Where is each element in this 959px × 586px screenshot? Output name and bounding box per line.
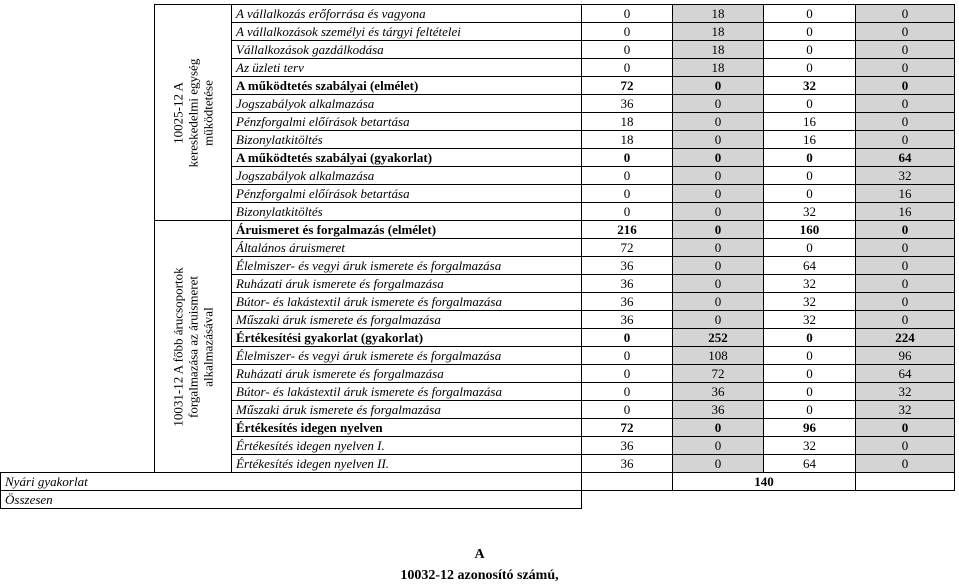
subject-name: Bizonylatkitöltés bbox=[232, 203, 582, 221]
hours-cell: 0 bbox=[673, 275, 764, 293]
hours-cell: 36 bbox=[582, 437, 673, 455]
subject-name: Pénzforgalmi előírások betartása bbox=[232, 185, 582, 203]
hours-cell: 36 bbox=[582, 455, 673, 473]
subject-name: Értékesítés idegen nyelven bbox=[232, 419, 582, 437]
hours-cell: 72 bbox=[582, 239, 673, 257]
hours-cell: 36 bbox=[582, 311, 673, 329]
hours-cell: 16 bbox=[764, 113, 856, 131]
subject-name: A vállalkozások személyi és tárgyi feltételei bbox=[232, 23, 582, 41]
hours-cell: 32 bbox=[764, 293, 856, 311]
hours-cell: 16 bbox=[856, 185, 955, 203]
subject-name: A vállalkozás erőforrása és vagyona bbox=[232, 5, 582, 23]
hours-cell: 0 bbox=[764, 239, 856, 257]
hours-cell: 72 bbox=[582, 419, 673, 437]
hours-cell: 0 bbox=[673, 455, 764, 473]
subject-name: Vállalkozások gazdálkodása bbox=[232, 41, 582, 59]
module-label bbox=[171, 267, 216, 426]
hours-cell: 0 bbox=[856, 293, 955, 311]
hours-cell: 18 bbox=[673, 5, 764, 23]
hours-cell: 0 bbox=[764, 185, 856, 203]
hours-cell: 18 bbox=[673, 41, 764, 59]
hours-cell: 108 bbox=[673, 347, 764, 365]
hours-cell: 0 bbox=[673, 113, 764, 131]
hours-cell: 0 bbox=[673, 203, 764, 221]
hours-cell: 0 bbox=[764, 347, 856, 365]
hours-cell: 0 bbox=[673, 185, 764, 203]
hours-cell: 0 bbox=[856, 131, 955, 149]
module-label-line: kereskedelmi egység bbox=[185, 58, 201, 167]
hours-cell: 0 bbox=[673, 149, 764, 167]
hours-cell: 252 bbox=[673, 329, 764, 347]
hours-cell: 0 bbox=[582, 401, 673, 419]
hours-cell: 0 bbox=[673, 131, 764, 149]
hours-cell: 0 bbox=[856, 77, 955, 95]
subject-name: Áruismeret és forgalmazás (elmélet) bbox=[232, 221, 582, 239]
hours-cell: 64 bbox=[856, 149, 955, 167]
table-body bbox=[1, 5, 955, 509]
hours-cell: 36 bbox=[582, 293, 673, 311]
subject-name: Értékesítés idegen nyelven I. bbox=[232, 437, 582, 455]
hours-cell: 0 bbox=[856, 311, 955, 329]
hours-cell: 0 bbox=[582, 59, 673, 77]
hours-cell: 0 bbox=[764, 383, 856, 401]
total-label: Összesen bbox=[1, 491, 582, 509]
hours-cell: 32 bbox=[856, 383, 955, 401]
subject-name: Bútor- és lakástextil áruk ismerete és forgalmazása bbox=[232, 383, 582, 401]
left-margin bbox=[1, 5, 155, 473]
module-label-line: 10031-12 A főbb árucsoportok bbox=[170, 266, 186, 427]
hours-cell: 0 bbox=[582, 167, 673, 185]
hours-cell: 96 bbox=[764, 419, 856, 437]
hours-cell: 0 bbox=[764, 365, 856, 383]
hours-cell: 0 bbox=[673, 167, 764, 185]
hours-cell: 36 bbox=[673, 383, 764, 401]
hours-cell: 0 bbox=[673, 419, 764, 437]
hours-cell: 160 bbox=[764, 221, 856, 239]
hours-cell: 216 bbox=[582, 221, 673, 239]
subject-name: Ruházati áruk ismerete és forgalmazása bbox=[232, 365, 582, 383]
module-label-line: forgalmazása az áruismeret bbox=[185, 275, 201, 418]
hours-cell: 0 bbox=[764, 167, 856, 185]
hours-cell: 0 bbox=[582, 149, 673, 167]
hours-cell: 32 bbox=[856, 401, 955, 419]
hours-cell: 36 bbox=[582, 257, 673, 275]
subject-name: Jogszabályok alkalmazása bbox=[232, 167, 582, 185]
hours-cell: 0 bbox=[673, 221, 764, 239]
summer-practice-label: Nyári gyakorlat bbox=[1, 473, 582, 491]
hours-cell: 36 bbox=[582, 95, 673, 113]
module-label-line: 10025-12 A bbox=[170, 81, 186, 144]
subject-name: Műszaki áruk ismerete és forgalmazása bbox=[232, 311, 582, 329]
hours-cell: 0 bbox=[856, 455, 955, 473]
hours-cell: 0 bbox=[673, 257, 764, 275]
hours-cell: 0 bbox=[582, 329, 673, 347]
hours-cell: 32 bbox=[764, 437, 856, 455]
hours-cell: 0 bbox=[582, 383, 673, 401]
hours-cell: 0 bbox=[582, 5, 673, 23]
subject-name: Ruházati áruk ismerete és forgalmazása bbox=[232, 275, 582, 293]
subject-name: Élelmiszer- és vegyi áruk ismerete és forgalmazása bbox=[232, 257, 582, 275]
hours-cell: 0 bbox=[856, 275, 955, 293]
module-label-cell bbox=[155, 221, 232, 473]
hours-cell: 0 bbox=[764, 41, 856, 59]
hours-cell: 0 bbox=[582, 23, 673, 41]
hours-cell: 36 bbox=[582, 275, 673, 293]
subject-name: Értékesítés idegen nyelven II. bbox=[232, 455, 582, 473]
module-label-line: működtetése bbox=[200, 79, 216, 146]
subject-name: Pénzforgalmi előírások betartása bbox=[232, 113, 582, 131]
subject-name: Általános áruismeret bbox=[232, 239, 582, 257]
hours-cell: 0 bbox=[764, 149, 856, 167]
hours-cell: 0 bbox=[856, 239, 955, 257]
module-label-line: alkalmazásával bbox=[200, 306, 216, 387]
hours-cell: 18 bbox=[582, 131, 673, 149]
hours-cell: 18 bbox=[673, 23, 764, 41]
subject-name: Műszaki áruk ismerete és forgalmazása bbox=[232, 401, 582, 419]
hours-cell: 0 bbox=[856, 221, 955, 239]
hours-cell: 0 bbox=[764, 329, 856, 347]
hours-cell: 72 bbox=[673, 365, 764, 383]
footer-line-2: 10032-12 azonosító számú, bbox=[400, 568, 559, 583]
hours-cell: 0 bbox=[856, 419, 955, 437]
hours-cell: 18 bbox=[582, 113, 673, 131]
hours-cell: 0 bbox=[856, 41, 955, 59]
hours-cell: 64 bbox=[764, 257, 856, 275]
hours-cell: 0 bbox=[856, 113, 955, 131]
subject-name: Értékesítési gyakorlat (gyakorlat) bbox=[232, 329, 582, 347]
hours-cell: 0 bbox=[764, 401, 856, 419]
hours-cell: 0 bbox=[582, 41, 673, 59]
summer-practice-empty bbox=[582, 473, 673, 491]
total-blank bbox=[582, 491, 955, 509]
curriculum-table bbox=[0, 4, 955, 509]
summer-practice-empty bbox=[856, 473, 955, 491]
hours-cell: 64 bbox=[764, 455, 856, 473]
hours-cell: 64 bbox=[856, 365, 955, 383]
hours-cell: 0 bbox=[582, 347, 673, 365]
hours-cell: 32 bbox=[764, 77, 856, 95]
hours-cell: 72 bbox=[582, 77, 673, 95]
subject-name: Az üzleti terv bbox=[232, 59, 582, 77]
hours-cell: 0 bbox=[856, 257, 955, 275]
table-row bbox=[1, 5, 955, 23]
module-label bbox=[171, 58, 216, 167]
hours-cell: 0 bbox=[673, 437, 764, 455]
hours-cell: 0 bbox=[673, 293, 764, 311]
hours-cell: 18 bbox=[673, 59, 764, 77]
footer-line-1: A bbox=[474, 547, 485, 562]
subject-name: Bútor- és lakástextil áruk ismerete és forgalmazása bbox=[232, 293, 582, 311]
hours-cell: 0 bbox=[856, 59, 955, 77]
hours-cell: 32 bbox=[856, 167, 955, 185]
hours-cell: 0 bbox=[673, 77, 764, 95]
hours-cell: 32 bbox=[764, 311, 856, 329]
hours-cell: 16 bbox=[764, 131, 856, 149]
hours-cell: 0 bbox=[582, 185, 673, 203]
subject-name: Jogszabályok alkalmazása bbox=[232, 95, 582, 113]
hours-cell: 36 bbox=[673, 401, 764, 419]
hours-cell: 0 bbox=[582, 365, 673, 383]
hours-cell: 0 bbox=[856, 95, 955, 113]
hours-cell: 0 bbox=[764, 95, 856, 113]
hours-cell: 0 bbox=[673, 311, 764, 329]
hours-cell: 0 bbox=[856, 5, 955, 23]
summer-practice-row bbox=[1, 473, 955, 491]
subject-name: Bizonylatkitöltés bbox=[232, 131, 582, 149]
hours-cell: 0 bbox=[582, 203, 673, 221]
summer-practice-hours: 140 bbox=[673, 473, 856, 491]
subject-name: A működtetés szabályai (gyakorlat) bbox=[232, 149, 582, 167]
hours-cell: 96 bbox=[856, 347, 955, 365]
module-label-cell bbox=[155, 5, 232, 221]
subject-name: Élelmiszer- és vegyi áruk ismerete és forgalmazása bbox=[232, 347, 582, 365]
hours-cell: 0 bbox=[673, 239, 764, 257]
hours-cell: 0 bbox=[856, 23, 955, 41]
hours-cell: 16 bbox=[856, 203, 955, 221]
hours-cell: 0 bbox=[764, 5, 856, 23]
hours-cell: 0 bbox=[673, 95, 764, 113]
hours-cell: 32 bbox=[764, 275, 856, 293]
hours-cell: 32 bbox=[764, 203, 856, 221]
hours-cell: 0 bbox=[764, 59, 856, 77]
hours-cell: 0 bbox=[856, 437, 955, 455]
hours-cell: 0 bbox=[764, 23, 856, 41]
subject-name: A működtetés szabályai (elmélet) bbox=[232, 77, 582, 95]
hours-cell: 224 bbox=[856, 329, 955, 347]
total-row bbox=[1, 491, 955, 509]
